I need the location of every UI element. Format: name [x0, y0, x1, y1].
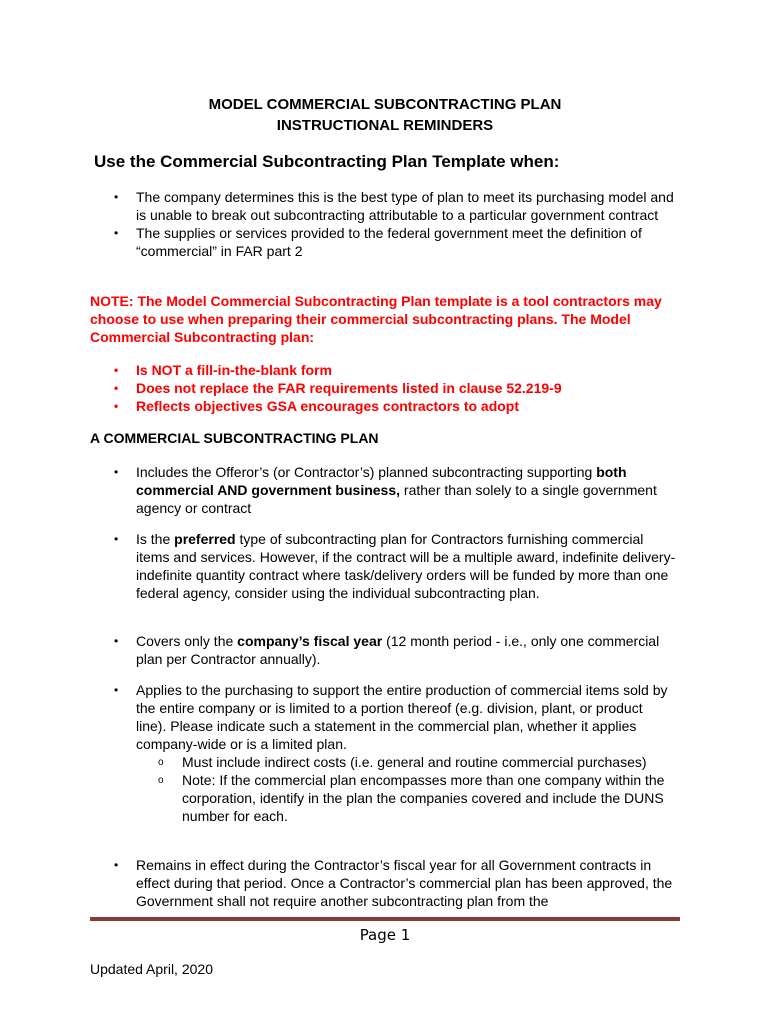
bullet-icon: • — [114, 858, 119, 872]
sub-list-item — [158, 771, 676, 825]
page-number: Page 1 — [359, 926, 411, 944]
bullet-icon: • — [114, 683, 119, 697]
footer-rule — [90, 917, 680, 921]
plan-bullet-1-text: Includes the Offeror’s (or Contractor’s) planned subcontracting supporting — [136, 464, 597, 480]
plan-bullet-1-text-end: rather than solely to a single government agency or contract — [136, 482, 657, 516]
list-item — [114, 397, 676, 415]
sub-bullet-list — [158, 753, 676, 825]
plan-bullet-1-bold: both commercial AND government business, — [136, 464, 627, 498]
plan-bullet-4 — [114, 681, 676, 825]
bullet-icon: • — [114, 532, 119, 546]
bullet-icon: • — [114, 634, 119, 648]
note-bullet-text: Is NOT a fill-in-the-blank form — [136, 362, 333, 378]
note-paragraph: NOTE: The Model Commercial Subcontracting Plan template is a tool contractors may choose to use when preparing their commercial subcontracting plans. The Model Commercial Subcontracting plan: — [90, 293, 662, 345]
plan-heading: A COMMERCIAL SUBCONTRACTING PLAN — [90, 430, 379, 446]
use-bullet-text: The supplies or services provided to the federal government meet the definition of “commercial” in FAR part 2 — [136, 225, 642, 259]
title-line-2: INSTRUCTIONAL REMINDERS — [276, 117, 494, 134]
use-bullet-list — [114, 188, 676, 260]
list-item — [114, 379, 676, 397]
use-bullet-text: The company determines this is the best type of plan to meet its purchasing model and is unable to break out subcontracting attributable to a particular government contract — [136, 189, 674, 223]
sub-bullet-text: Note: If the commercial plan encompasses more than one company within the corporation, identify in the plan the companies covered and include the DUNS number for each. — [182, 772, 665, 824]
plan-bullet-2-text-end: type of subcontracting plan for Contractors furnishing commercial items and services. However, if the contract will be a multiple award, indefinite delivery-indefinite quantity contract where task/delivery orders will be funded by more than one federal agency, consider using the individual subcontracting plan. — [136, 531, 676, 601]
plan-bullet-2-text: Is the — [136, 531, 175, 547]
sub-bullet-text: Must include indirect costs (i.e. general and routine commercial purchases) — [182, 754, 647, 770]
bullet-icon: • — [114, 226, 119, 240]
bullet-icon: • — [114, 190, 119, 204]
plan-bullet-5-text: Remains in effect during the Contractor’s fiscal year for all Government contracts in effect during that period. Once a Contractor’s commercial plan has been approved, the Government shall not require another subcontracting plan from the — [136, 857, 673, 909]
bullet-icon: • — [114, 381, 119, 395]
title-line-1: MODEL COMMERCIAL SUBCONTRACTING PLAN — [208, 96, 562, 113]
use-heading: Use the Commercial Subcontracting Plan Template when: — [94, 152, 560, 171]
plan-bullet-5 — [114, 856, 676, 910]
plan-bullet-3-text: Covers only the — [136, 633, 238, 649]
list-item — [114, 188, 676, 224]
plan-bullet-1 — [114, 463, 676, 517]
note-bullet-text: Does not replace the FAR requirements listed in clause 52.219-9 — [136, 380, 562, 396]
updated-date: Updated April, 2020 — [90, 961, 213, 977]
plan-bullet-3 — [114, 632, 676, 668]
plan-bullet-4-text: Applies to the purchasing to support the entire production of commercial items sold by the entire company or is limited to a portion thereof (e.g. division, plant, or product line). Please indicate such a statement in the commercial plan, whether it applies company-wide or is a limited plan. — [136, 682, 668, 752]
list-item — [114, 224, 676, 260]
note-bullet-list — [114, 361, 676, 415]
sub-list-item — [158, 753, 676, 771]
plan-bullet-2 — [114, 530, 676, 602]
sub-bullet-icon: o — [158, 775, 164, 786]
bullet-icon: • — [114, 465, 119, 479]
plan-bullet-3-text-end: (12 month period - i.e., only one commercial plan per Contractor annually). — [136, 633, 660, 667]
sub-bullet-icon: o — [158, 757, 164, 768]
bullet-icon: • — [114, 363, 119, 377]
plan-bullet-2-bold: preferred — [174, 531, 236, 547]
note-bullet-text: Reflects objectives GSA encourages contractors to adopt — [136, 398, 520, 414]
list-item — [114, 361, 676, 379]
bullet-icon: • — [114, 399, 119, 413]
plan-bullet-3-bold: company’s fiscal year — [237, 633, 383, 649]
